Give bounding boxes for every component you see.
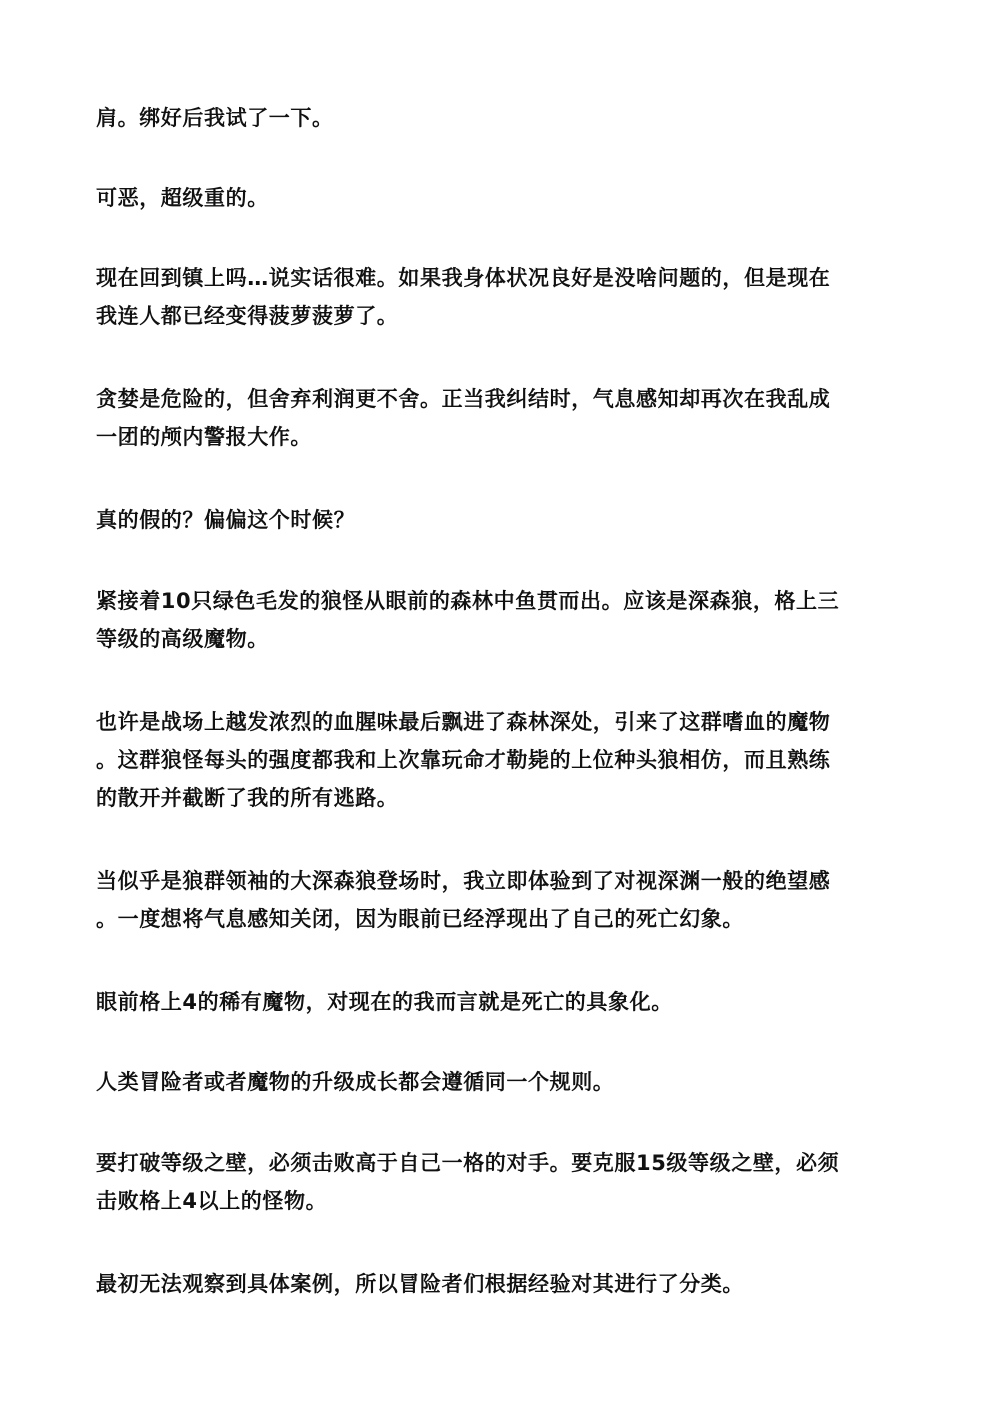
text-line: 我连人都已经变得菠萝菠萝了。	[96, 304, 399, 328]
text-line: 要打破等级之壁，必须击败高于自己一格的对手。要克服15级等级之壁，必须	[96, 1151, 840, 1175]
text-line: 眼前格上4的稀有魔物，对现在的我而言就是死亡的具象化。	[96, 990, 673, 1014]
text-line: 击败格上4以上的怪物。	[96, 1189, 328, 1213]
text-line: 当似乎是狼群领袖的大深森狼登场时，我立即体验到了对视深渊一般的绝望感	[96, 869, 831, 893]
text-line: 的散开并截断了我的所有逃路。	[96, 786, 399, 810]
text-line: 贪婪是危险的，但舍弃利润更不舍。正当我纠结时，气息感知却再次在我乱成	[96, 387, 831, 411]
paragraph	[96, 501, 916, 539]
text-line: 等级的高级魔物。	[96, 627, 269, 651]
text-line: 人类冒险者或者魔物的升级成长都会遵循同一个规则。	[96, 1070, 615, 1094]
text-line: 最初无法观察到具体案例，所以冒险者们根据经验对其进行了分类。	[96, 1272, 744, 1296]
text-line: 现在回到镇上吗…说实话很难。如果我身体状况良好是没啥问题的，但是现在	[96, 266, 831, 290]
paragraph	[96, 1063, 916, 1101]
text-line: 一团的颅内警报大作。	[96, 425, 312, 449]
text-line: 肩。绑好后我试了一下。	[96, 106, 334, 130]
text-line: 。这群狼怪每头的强度都我和上次靠玩命才勒毙的上位种头狼相仿，而且熟练	[96, 748, 831, 772]
text-line: 可恶，超级重的。	[96, 186, 269, 210]
text-line: 真的假的？偏偏这个时候？	[96, 508, 356, 532]
paragraph	[96, 179, 916, 217]
paragraph	[96, 1144, 916, 1220]
text-line: 也许是战场上越发浓烈的血腥味最后飘进了森林深处，引来了这群嗜血的魔物	[96, 710, 831, 734]
paragraph	[96, 99, 916, 137]
paragraph	[96, 983, 916, 1021]
paragraph	[96, 380, 916, 456]
text-line: 。一度想将气息感知关闭，因为眼前已经浮现出了自己的死亡幻象。	[96, 907, 744, 931]
paragraph	[96, 862, 916, 938]
paragraph	[96, 1265, 916, 1303]
text-line: 紧接着10只绿色毛发的狼怪从眼前的森林中鱼贯而出。应该是深森狼，格上三	[96, 589, 840, 613]
paragraph	[96, 703, 916, 817]
paragraph	[96, 582, 916, 658]
paragraph	[96, 259, 916, 335]
